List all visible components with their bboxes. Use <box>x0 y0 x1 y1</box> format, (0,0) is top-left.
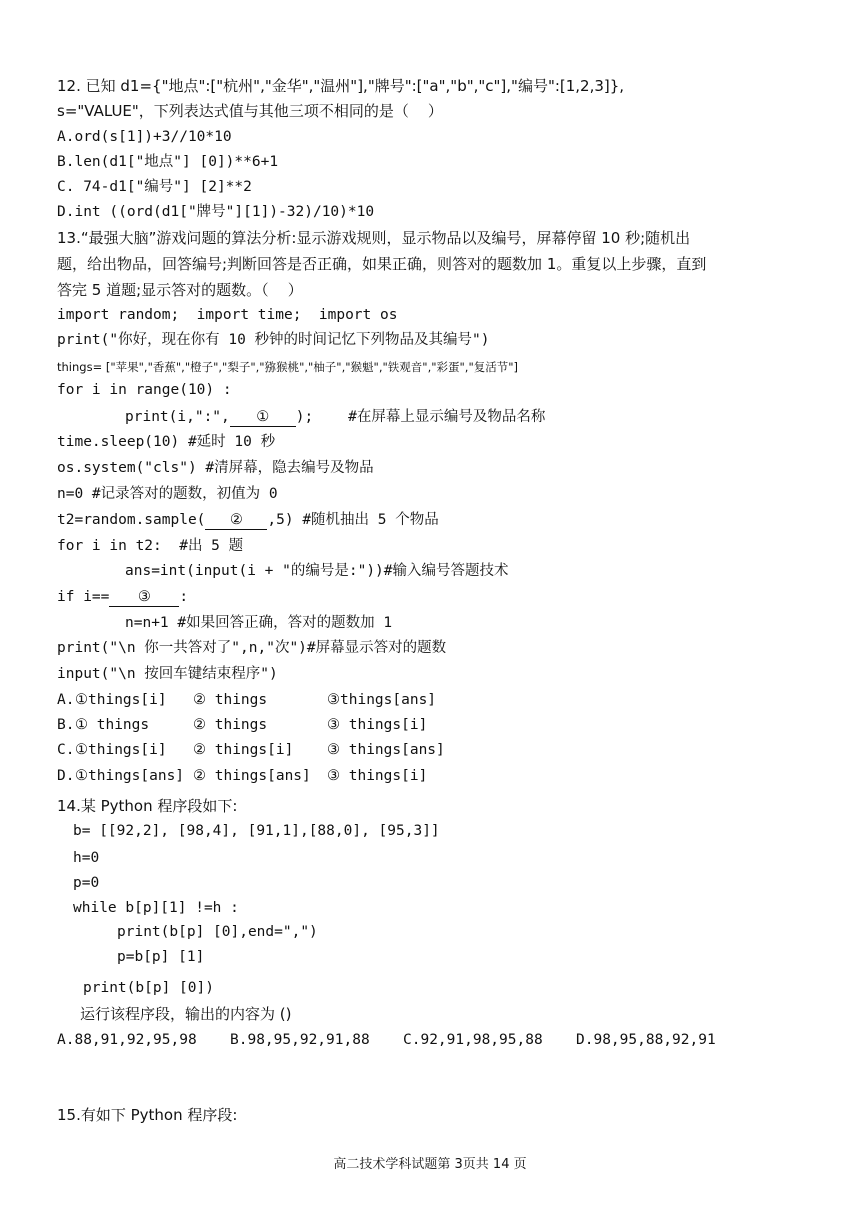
code-text: t2=random.sample( <box>57 512 206 528</box>
option-blank2: ② things <box>193 717 268 733</box>
option-blank3: ③things[ans] <box>327 692 437 708</box>
q14-code-line: b= [[92,2], [98,4], [91,1],[88,0], [95,3]] <box>73 823 440 839</box>
q15-title: 15.有如下 Python 程序段: <box>57 1106 238 1124</box>
answer-blank-2: ② <box>205 511 267 530</box>
q14-option-d: D.98,95,88,92,91 <box>576 1032 716 1048</box>
code-text: print(i,":", <box>125 409 230 425</box>
option-label: C. <box>57 742 75 758</box>
q13-stem-line3: 答完 5 道题;显示答对的题数。（ ） <box>57 281 303 299</box>
q12-stem-line1: 12. 已知 d1={"地点":["杭州","金华","温州"],"牌号":["a","b","c"],"编号":[1,2,3]}, <box>57 77 625 95</box>
q14-code-line: p=0 <box>73 875 100 891</box>
q13-code-line: time.sleep(10) #延时 10 秒 <box>57 434 276 450</box>
option-blank1: ① things <box>75 717 150 733</box>
answer-blank-3: ③ <box>109 588 179 607</box>
q13-code-line-blank2 <box>57 510 439 530</box>
q14-code-line: while b[p][1] !=h : <box>73 900 239 916</box>
page-footer: 高二技术学科试题第 3页共 14 页 <box>333 1157 527 1172</box>
option-blank2: ② things <box>193 692 268 708</box>
q12-stem-line2: s="VALUE"，下列表达式值与其他三项不相同的是（ ） <box>57 102 443 120</box>
q12-option-b: B.len(d1["地点"] [0])**6+1 <box>57 154 279 170</box>
q13-code-line: input("\n 按回车键结束程序") <box>57 666 278 682</box>
q14-code-line: p=b[p] [1] <box>117 949 205 965</box>
code-text: ,5) #随机抽出 5 个物品 <box>267 512 439 528</box>
q13-code-line: os.system("cls") #清屏幕，隐去编号及物品 <box>57 460 374 476</box>
q13-code-line-blank3 <box>57 587 188 607</box>
option-blank3: ③ things[i] <box>327 717 428 733</box>
q14-question: 运行该程序段，输出的内容为 () <box>80 1005 292 1023</box>
option-label: B. <box>57 717 75 733</box>
q12-option-c: C. 74-d1["编号"] [2]**2 <box>57 179 252 195</box>
code-text: ); #在屏幕上显示编号及物品名称 <box>295 409 546 425</box>
option-blank1: ①things[i] <box>75 692 167 708</box>
q12-option-d: D.int ((ord(d1["牌号"][1])-32)/10)*10 <box>57 204 375 220</box>
q13-code-line-blank1 <box>125 407 545 427</box>
q12-option-a: A.ord(s[1])+3//10*10 <box>57 129 232 145</box>
q13-code-line: for i in t2: #出 5 题 <box>57 538 244 554</box>
q13-code-things-list: things= ["苹果","香蕉","橙子","梨子","猕猴桃","柚子","猴魁","铁观音","彩蛋","复活节"] <box>57 360 519 374</box>
q13-code-line: for i in range(10) : <box>57 382 232 398</box>
option-label: D. <box>57 768 75 784</box>
answer-blank-1: ① <box>230 408 296 427</box>
q13-code-line: print("\n 你一共答对了",n,"次")#屏幕显示答对的题数 <box>57 640 447 656</box>
q14-option-b: B.98,95,92,91,88 <box>230 1032 370 1048</box>
code-text: if i== <box>57 589 110 605</box>
code-text: : <box>179 589 189 605</box>
q13-code-line: print("你好，现在你有 10 秒钟的时间记忆下列物品及其编号") <box>57 332 490 348</box>
option-blank2: ② things[i] <box>193 742 294 758</box>
q13-code-line: n=0 #记录答对的题数，初值为 0 <box>57 486 278 502</box>
q13-stem-line2: 题，给出物品，回答编号;判断回答是否正确，如果正确，则答对的题数加 1。重复以上步骤，直到 <box>57 255 707 273</box>
option-label: A. <box>57 692 75 708</box>
q14-option-c: C.92,91,98,95,88 <box>403 1032 543 1048</box>
q13-code-line: import random; import time; import os <box>57 307 398 323</box>
q13-code-line: n=n+1 #如果回答正确，答对的题数加 1 <box>125 615 393 631</box>
q13-stem-line1: 13.“最强大脑”游戏问题的算法分析:显示游戏规则，显示物品以及编号，屏幕停留 10 秒;随机出 <box>57 229 691 247</box>
option-blank3: ③ things[ans] <box>327 742 445 758</box>
q14-code-line: h=0 <box>73 850 100 866</box>
q14-option-a: A.88,91,92,95,98 <box>57 1032 197 1048</box>
q14-title: 14.某 Python 程序段如下: <box>57 797 238 815</box>
q14-code-line: print(b[p] [0]) <box>83 980 214 996</box>
q14-code-line: print(b[p] [0],end=",") <box>117 924 318 940</box>
option-blank2: ② things[ans] <box>193 768 311 784</box>
option-blank1: ①things[i] <box>75 742 167 758</box>
option-blank1: ①things[ans] <box>75 768 185 784</box>
q13-code-line: ans=int(input(i + "的编号是:"))#输入编号答题技术 <box>125 563 509 579</box>
option-blank3: ③ things[i] <box>327 768 428 784</box>
